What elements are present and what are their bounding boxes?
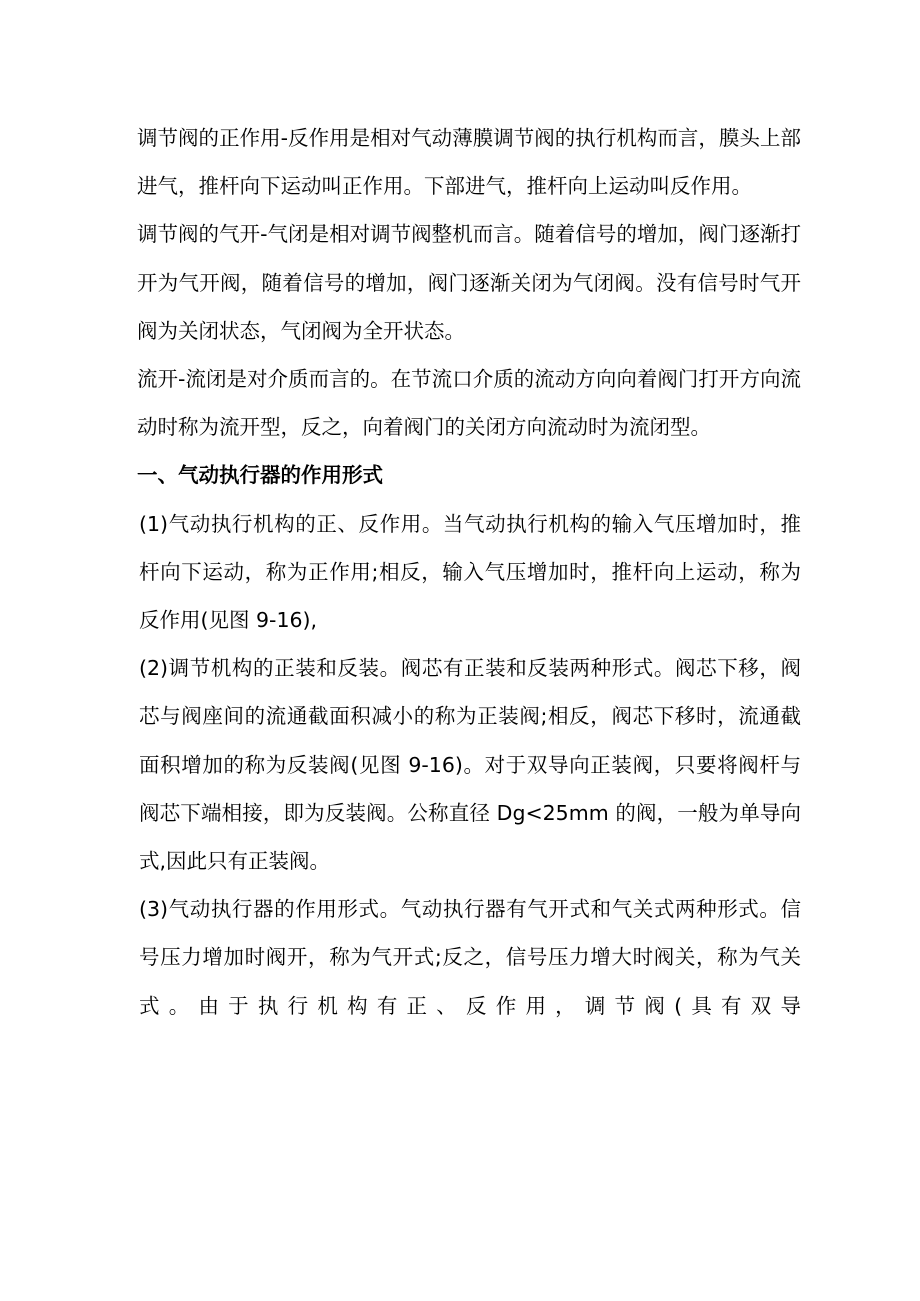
section-heading: 一、气动执行器的作用形式: [137, 463, 383, 488]
list-item-actuator-action: (1)气动执行机构的正、反作用。当气动执行机构的输入气压增加时，推杆向下运动，称为正作用;相反，输入气压增加时，推杆向上运动，称为反作用(见图 9-16),: [139, 511, 801, 633]
paragraph-direct-reverse-action: 调节阀的正作用-反作用是相对气动薄膜调节阀的执行机构而言，膜头上部进气，推杆向下运动叫正作用。下部进气，推杆向上运动叫反作用。: [137, 126, 801, 199]
list-item-actuator-form: (3)气动执行器的作用形式。气动执行器有气开式和气关式两种形式。信号压力增加时阀开，称为气开式;反之，信号压力增大时阀关，称为气关式。由于执行机构有正、反作用，调节阀(具有双导: [139, 897, 801, 1018]
paragraph-air-open-close: 调节阀的气开-气闭是相对调节阀整机而言。随着信号的增加，阀门逐渐打开为气开阀，随着信号的增加，阀门逐渐关闭为气闭阀。没有信号时气开阀为关闭状态，气闭阀为全开状态。: [137, 222, 801, 343]
document-body: [137, 114, 801, 1030]
list-item-valve-mounting: (2)调节机构的正装和反装。阀芯有正装和反装两种形式。阀芯下移，阀芯与阀座间的流通截面积减小的称为正装阀;相反，阀芯下移时，流通截面积增加的称为反装阀(见图 9-16)。对于双导向正装阀，只要将阀杆与阀芯下端相接，即为反装阀。公称直径 Dg<25mm 的阀，一般为单导向式,因此只有正装阀。: [139, 656, 801, 874]
paragraph-flow-open-close: 流开-流闭是对介质而言的。在节流口介质的流动方向向着阀门打开方向流动时称为流开型，反之，向着阀门的关闭方向流动时为流闭型。: [137, 367, 801, 440]
